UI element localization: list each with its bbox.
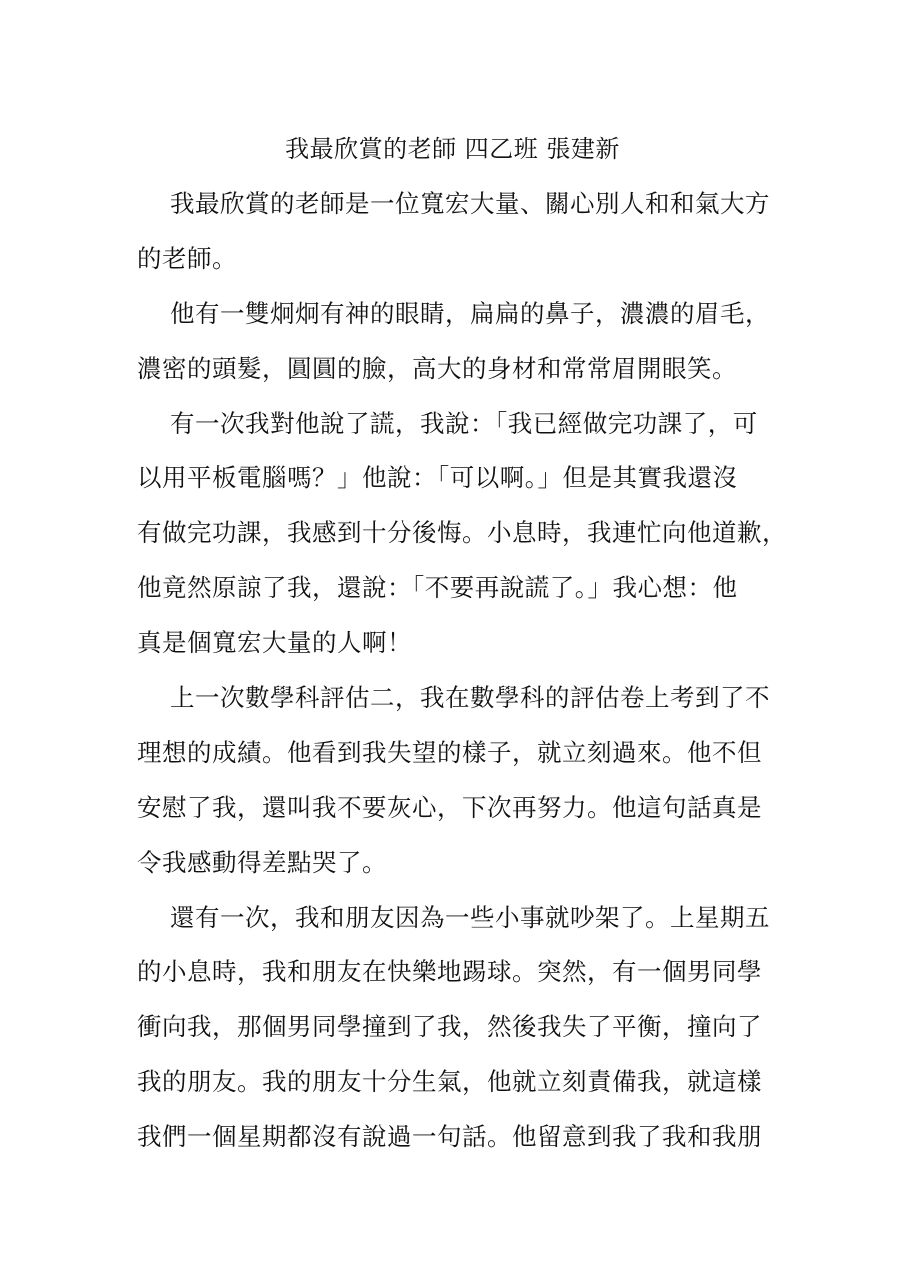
text-line: 有一次我對他說了謊，我說：「我已經做完功課了，可 — [170, 408, 758, 438]
text-line: 的老師。 — [137, 243, 237, 273]
text-line: 我的朋友。我的朋友十分生氣，他就立刻責備我，就這樣 — [137, 1067, 762, 1097]
text-line: 的小息時，我和朋友在快樂地踢球。突然，有一個男同學 — [137, 957, 762, 987]
text-line: 他竟然原諒了我，還說：「不要再說謊了。」我心想：他 — [137, 573, 738, 603]
text-line: 濃密的頭髮，圓圓的臉，高大的身材和常常眉開眼笑。 — [137, 353, 737, 383]
document-title: 我最欣賞的老師 四乙班 張建新 — [285, 135, 620, 163]
text-line: 我最欣賞的老師是一位寬宏大量、關心別人和和氣大方 — [170, 189, 770, 218]
text-line: 以用平板電腦嗎？」他說：「可以啊。」但是其實我還沒 — [137, 463, 738, 493]
text-line: 理想的成績。他看到我失望的樣子，就立刻過來。他不但 — [137, 737, 762, 767]
text-line: 還有一次，我和朋友因為一些小事就吵架了。上星期五 — [170, 902, 770, 932]
text-line: 有做完功課，我感到十分後悔。小息時，我連忙向他道歉， — [137, 518, 787, 548]
text-line: 真是個寬宏大量的人啊！ — [137, 628, 412, 658]
text-line: 安慰了我，還叫我不要灰心，下次再努力。他這句話真是 — [137, 792, 762, 822]
text-line: 他有一雙炯炯有神的眼睛，扁扁的鼻子，濃濃的眉毛， — [170, 298, 770, 328]
document-body — [137, 188, 787, 1176]
text-line: 上一次數學科評估二，我在數學科的評估卷上考到了不 — [170, 683, 770, 713]
text-line: 令我感動得差點哭了。 — [137, 847, 387, 877]
text-line: 我們一個星期都沒有說過一句話。他留意到我了我和我朋 — [137, 1122, 762, 1152]
text-line: 衝向我，那個男同學撞到了我，然後我失了平衡，撞向了 — [137, 1012, 762, 1042]
